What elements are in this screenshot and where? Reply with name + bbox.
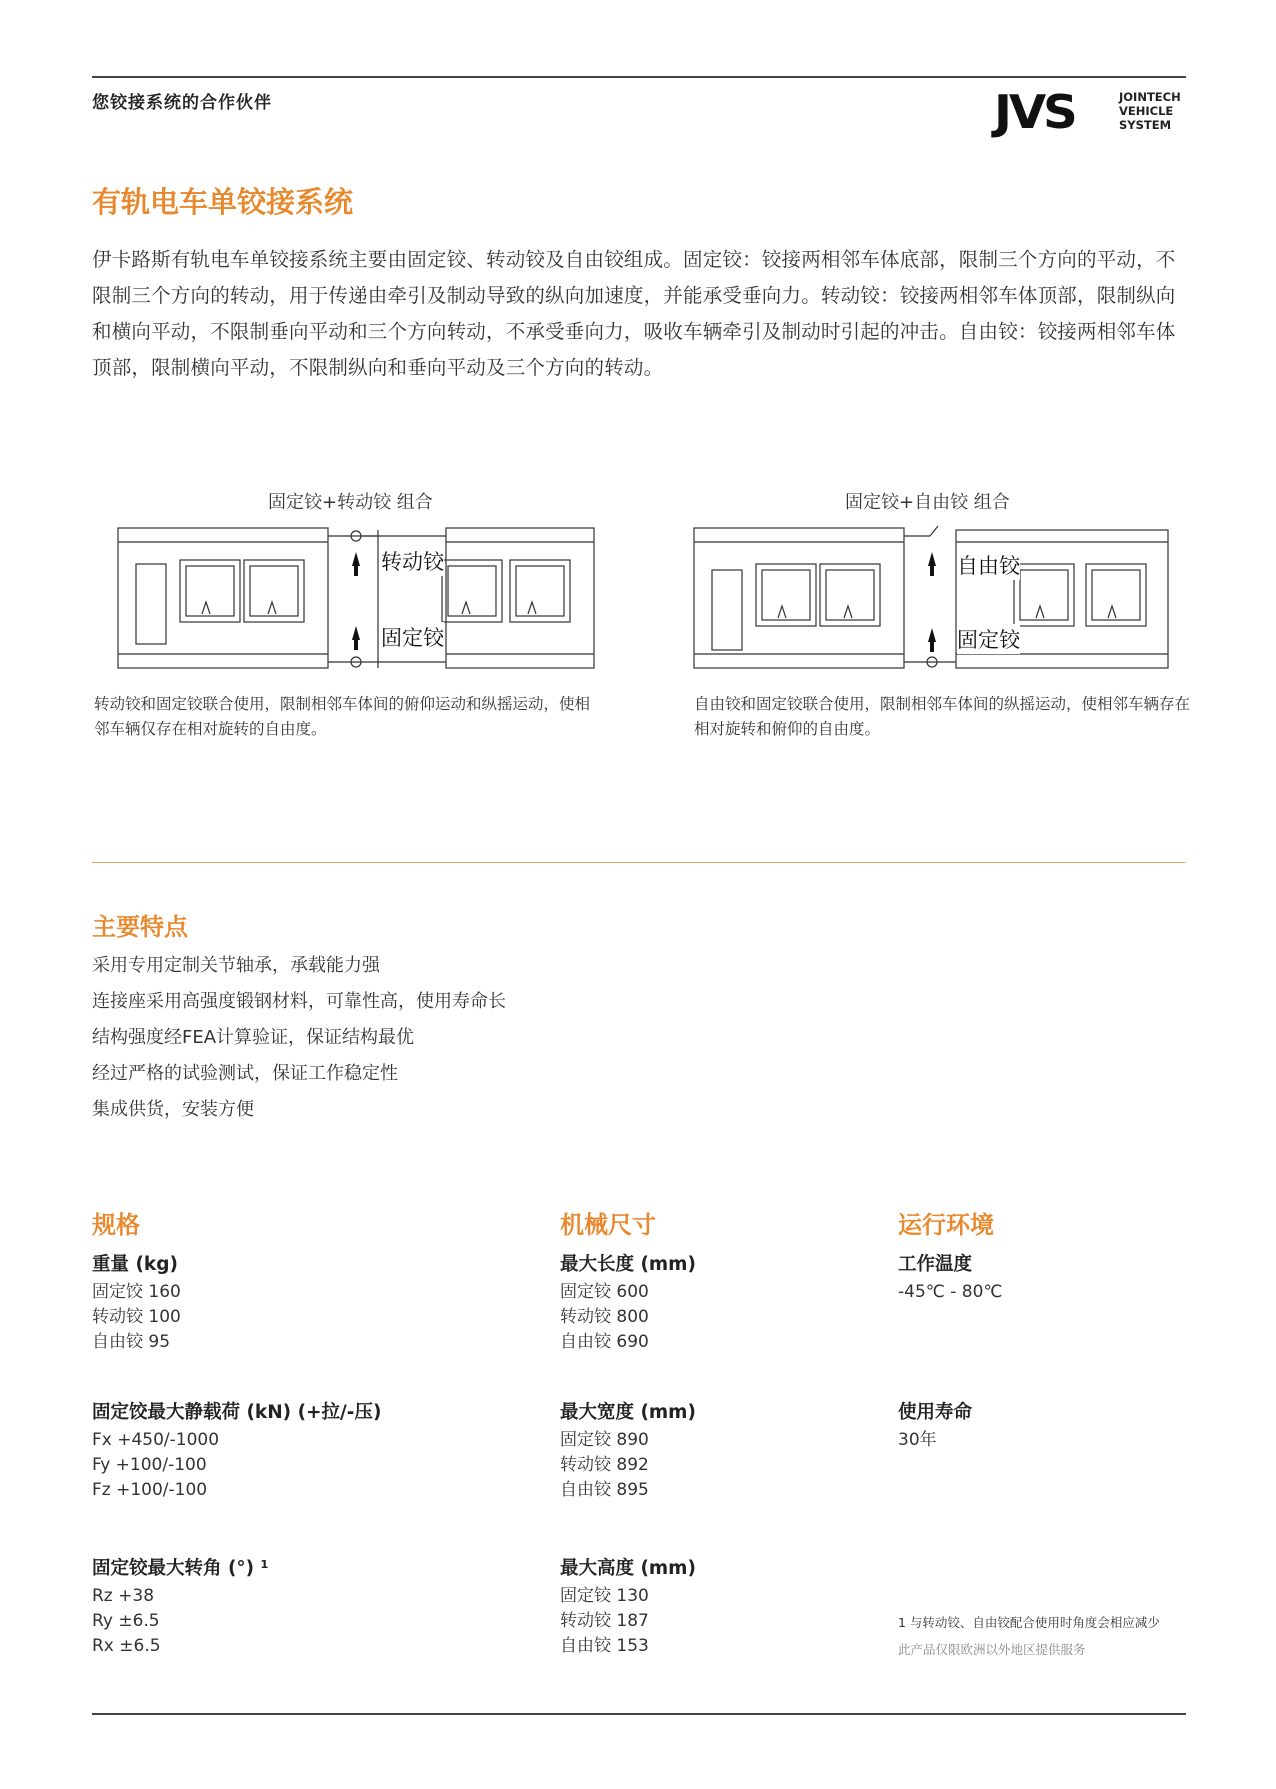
max-length-label: 最大长度 (mm) <box>560 1254 696 1275</box>
service-life-list <box>898 1428 937 1453</box>
length-item: 转动铰 800 <box>560 1307 649 1327</box>
specs-title: 规格 <box>92 1211 140 1239</box>
height-item: 自由铰 153 <box>560 1636 649 1656</box>
logo-line: JOINTECH <box>1119 90 1181 104</box>
length-item: 固定铰 600 <box>560 1282 649 1302</box>
angle-item: Rx ±6.5 <box>92 1636 161 1656</box>
feature-item: 结构强度经FEA计算验证，保证结构最优 <box>92 1027 415 1048</box>
section-divider <box>92 862 1186 863</box>
feature-item: 采用专用定制关节轴承，承载能力强 <box>92 955 380 976</box>
operating-temp-list <box>898 1280 1003 1305</box>
footnote: 1 与转动铰、自由铰配合使用时角度会相应减少 <box>898 1615 1160 1630</box>
diagram-fixed-rotating <box>116 524 596 674</box>
weight-label: 重量 (kg) <box>92 1254 178 1275</box>
max-width-list <box>560 1428 649 1503</box>
fixed-hinge-label: 固定铰 <box>381 622 444 652</box>
tagline: 您铰接系统的合作伙伴 <box>92 93 272 113</box>
max-height-list <box>560 1584 649 1659</box>
features-title: 主要特点 <box>92 913 188 941</box>
angle-item: Rz +38 <box>92 1586 155 1606</box>
diagram-2-caption: 自由铰和固定铰联合使用，限制相邻车体间的纵摇运动，使相邻车辆存在相对旋转和俯仰的自由度。 <box>694 695 1191 738</box>
logo-line: VEHICLE <box>1119 104 1174 118</box>
width-item: 自由铰 895 <box>560 1480 649 1500</box>
bottom-rule <box>92 1713 1186 1715</box>
static-load-label: 固定饺最大静载荷 (kN) (+拉/-压) <box>92 1402 382 1423</box>
features-list <box>92 948 506 1128</box>
logo-text <box>1119 90 1181 132</box>
height-item: 转动铰 187 <box>560 1611 649 1631</box>
max-length-list <box>560 1280 649 1355</box>
environment-title: 运行环境 <box>898 1211 994 1239</box>
weight-item: 自由铰 95 <box>92 1332 171 1352</box>
company-logo <box>994 85 1189 139</box>
diagram-fixed-free <box>692 524 1172 674</box>
dimensions-title: 机械尺寸 <box>560 1211 656 1239</box>
max-height-label: 最大高度 (mm) <box>560 1558 696 1579</box>
rotating-hinge-label: 转动铰 <box>381 546 444 576</box>
width-item: 转动铰 892 <box>560 1455 649 1475</box>
free-hinge-label: 自由铰 <box>957 550 1020 580</box>
service-life-value: 30年 <box>898 1430 937 1450</box>
angle-item: Ry ±6.5 <box>92 1611 160 1631</box>
service-life-label: 使用寿命 <box>898 1402 973 1423</box>
static-load-list <box>92 1428 219 1503</box>
diagram-2-title: 固定铰+自由铰 组合 <box>845 492 1010 513</box>
logo-mark: JVS <box>994 85 1075 139</box>
length-item: 自由铰 690 <box>560 1332 649 1352</box>
load-item: Fz +100/-100 <box>92 1480 208 1500</box>
feature-item: 集成供货，安装方便 <box>92 1099 254 1120</box>
logo-line: SYSTEM <box>1119 118 1172 132</box>
weight-item: 转动铰 100 <box>92 1307 181 1327</box>
operating-temp-label: 工作温度 <box>898 1254 973 1275</box>
fixed-hinge-label: 固定铰 <box>957 624 1020 654</box>
load-item: Fy +100/-100 <box>92 1455 207 1475</box>
top-rule <box>92 76 1186 78</box>
page-title: 有轨电车单铰接系统 <box>92 185 354 219</box>
height-item: 固定铰 130 <box>560 1586 649 1606</box>
diagram-1-title: 固定铰+转动铰 组合 <box>268 492 433 513</box>
weight-item: 固定饺 160 <box>92 1282 181 1302</box>
max-width-label: 最大宽度 (mm) <box>560 1402 696 1423</box>
diagram-1-caption: 转动铰和固定铰联合使用，限制相邻车体间的俯仰运动和纵摇运动，使相邻车辆仅存在相对旋转的自由度。 <box>94 695 591 738</box>
operating-temp-value: -45℃ - 80℃ <box>898 1282 1003 1302</box>
rotation-angle-list <box>92 1584 161 1659</box>
weight-list <box>92 1280 181 1355</box>
region-note: 此产品仅限欧洲以外地区提供服务 <box>898 1642 1086 1657</box>
feature-item: 经过严格的试验测试，保证工作稳定性 <box>92 1063 398 1084</box>
load-item: Fx +450/-1000 <box>92 1430 220 1450</box>
feature-item: 连接座采用高强度锻钢材料，可靠性高，使用寿命长 <box>92 991 506 1012</box>
intro-paragraph: 伊卡路斯有轨电车单铰接系统主要由固定铰、转动铰及自由铰组成。固定铰：铰接两相邻车体底部，限制三个方向的平动，不限制三个方向的转动，用于传递由牵引及制动导致的纵向加速度，并能承受垂向力。转动铰：铰接两相邻车体顶部，限制纵向和横向平动，不限制垂向平动和三个方向转动，不承受垂向力，吸收车辆牵引及制动时引起的冲击。自由铰：铰接两相邻车体顶部，限制横向平动，不限制纵向和垂向平动及三个方向的转动。 <box>92 248 1176 379</box>
rotation-angle-label: 固定铰最大转角 (°) ¹ <box>92 1558 269 1579</box>
width-item: 固定铰 890 <box>560 1430 649 1450</box>
